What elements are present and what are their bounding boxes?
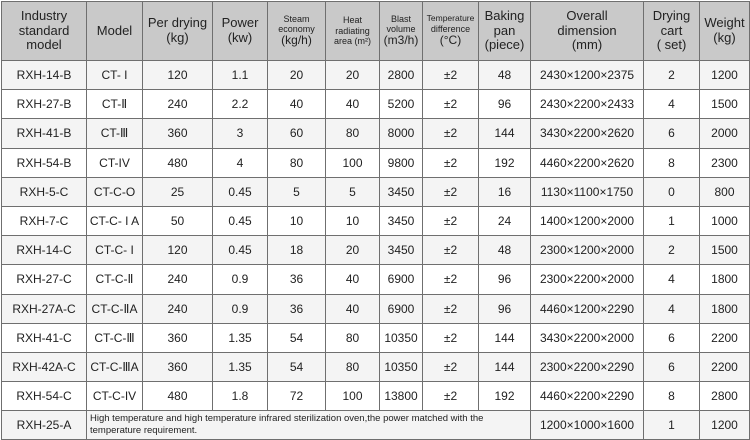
cell-baking-pan: 144 [479, 323, 531, 352]
cell-drying-cart: 6 [644, 352, 700, 381]
header-drying-cart [644, 2, 700, 61]
table-row [2, 177, 750, 206]
cell-weight: 2300 [700, 148, 750, 177]
cell-industry-model: RXH-41-B [2, 119, 87, 148]
header-line: (kg) [166, 30, 189, 45]
cell-model: CT-IV [87, 148, 143, 177]
cell-baking-pan: 192 [479, 382, 531, 411]
cell-dimension: 2430×2200×2433 [531, 90, 644, 119]
header-line: Drying [652, 7, 691, 23]
table-row [2, 148, 750, 177]
cell-weight: 1200 [700, 411, 750, 440]
cell-steam: 10 [268, 206, 326, 235]
cell-drying-cart: 4 [644, 265, 700, 294]
cell-baking-pan: 144 [479, 119, 531, 148]
cell-weight: 1500 [700, 90, 750, 119]
header-per-drying [143, 2, 213, 61]
cell-blast: 6900 [380, 265, 423, 294]
header-line: Blast [390, 13, 411, 24]
cell-blast: 5200 [380, 90, 423, 119]
cell-power: 1.35 [213, 352, 268, 381]
spec-table [1, 1, 750, 440]
cell-industry-model: RXH-27-C [2, 265, 87, 294]
cell-per-drying: 50 [143, 206, 213, 235]
header-line: (kw) [227, 30, 253, 45]
cell-industry-model: RXH-7-C [2, 206, 87, 235]
cell-dimension: 4460×2200×2290 [531, 382, 644, 411]
cell-baking-pan: 144 [479, 352, 531, 381]
header-line: (mm) [571, 37, 603, 53]
cell-model: CT-C-ⅢA [87, 352, 143, 381]
cell-model: CT-C-Ⅲ [87, 323, 143, 352]
header-dimension [531, 2, 644, 61]
cell-weight: 2000 [700, 119, 750, 148]
cell-weight: 800 [700, 177, 750, 206]
cell-blast: 13800 [380, 382, 423, 411]
cell-note: High temperature and high temperature infrared sterilization oven,the power matched with the temperature requirement. [87, 411, 531, 440]
header-line: (kg/h) [281, 33, 312, 48]
cell-industry-model: RXH-41-C [2, 323, 87, 352]
cell-model: CT-C- I [87, 236, 143, 265]
cell-dimension: 4460×2200×2620 [531, 148, 644, 177]
cell-heat-area: 80 [326, 323, 380, 352]
cell-weight: 2200 [700, 352, 750, 381]
cell-baking-pan: 48 [479, 61, 531, 90]
header-line: (°C) [439, 33, 462, 48]
cell-industry-model: RXH-54-C [2, 382, 87, 411]
cell-weight: 2200 [700, 323, 750, 352]
cell-power: 4 [213, 148, 268, 177]
cell-temp-diff: ±2 [423, 294, 479, 323]
cell-per-drying: 480 [143, 148, 213, 177]
cell-blast: 8000 [380, 119, 423, 148]
header-line: cart [660, 22, 683, 38]
cell-blast: 2800 [380, 61, 423, 90]
header-baking-pan [479, 2, 531, 61]
cell-heat-area: 20 [326, 236, 380, 265]
header-industry-model [2, 2, 87, 61]
header-line: Industry [20, 7, 68, 23]
cell-blast: 6900 [380, 294, 423, 323]
cell-drying-cart: 1 [644, 206, 700, 235]
cell-baking-pan: 96 [479, 90, 531, 119]
cell-dimension: 3430×2200×2000 [531, 323, 644, 352]
cell-heat-area: 100 [326, 148, 380, 177]
header-heat-area [326, 2, 380, 61]
cell-per-drying: 240 [143, 294, 213, 323]
cell-power: 0.9 [213, 265, 268, 294]
cell-steam: 20 [268, 61, 326, 90]
header-line: economy [278, 24, 315, 35]
cell-baking-pan: 24 [479, 206, 531, 235]
cell-drying-cart: 6 [644, 119, 700, 148]
cell-blast: 9800 [380, 148, 423, 177]
cell-power: 0.45 [213, 206, 268, 235]
header-line: Baking [484, 7, 525, 23]
cell-heat-area: 80 [326, 352, 380, 381]
header-line: (piece) [484, 37, 525, 53]
header-line: model [26, 37, 62, 53]
cell-heat-area: 40 [326, 90, 380, 119]
header-line: dimension [557, 22, 617, 38]
cell-dimension: 1400×1200×2000 [531, 206, 644, 235]
cell-weight: 1000 [700, 206, 750, 235]
cell-power: 1.1 [213, 61, 268, 90]
cell-temp-diff: ±2 [423, 90, 479, 119]
cell-blast: 3450 [380, 236, 423, 265]
cell-temp-diff: ±2 [423, 236, 479, 265]
cell-per-drying: 240 [143, 265, 213, 294]
cell-baking-pan: 96 [479, 265, 531, 294]
cell-dimension: 2430×1200×2375 [531, 61, 644, 90]
cell-weight: 1800 [700, 265, 750, 294]
cell-dimension: 2300×2200×2290 [531, 352, 644, 381]
cell-drying-cart: 2 [644, 61, 700, 90]
cell-temp-diff: ±2 [423, 206, 479, 235]
cell-model: CT-C-Ⅱ [87, 265, 143, 294]
table-row [2, 119, 750, 148]
cell-per-drying: 120 [143, 236, 213, 265]
cell-baking-pan: 16 [479, 177, 531, 206]
cell-dimension: 2300×1200×2000 [531, 236, 644, 265]
cell-drying-cart: 2 [644, 236, 700, 265]
cell-per-drying: 360 [143, 119, 213, 148]
table-row [2, 61, 750, 90]
table-row [2, 265, 750, 294]
cell-drying-cart: 8 [644, 148, 700, 177]
cell-weight: 1200 [700, 61, 750, 90]
table-row [2, 323, 750, 352]
header-weight [700, 2, 750, 61]
cell-steam: 54 [268, 323, 326, 352]
cell-blast: 3450 [380, 206, 423, 235]
cell-heat-area: 10 [326, 206, 380, 235]
cell-model: CT-Ⅲ [87, 119, 143, 148]
header-row [2, 2, 750, 61]
cell-power: 1.35 [213, 323, 268, 352]
cell-dimension: 4460×1200×2290 [531, 294, 644, 323]
header-line: Per drying [147, 15, 208, 31]
cell-model: CT-C- I A [87, 206, 143, 235]
cell-blast: 3450 [380, 177, 423, 206]
table-row-note [2, 411, 750, 440]
cell-model: CT-Ⅱ [87, 90, 143, 119]
header-line: (m3/h) [383, 33, 419, 48]
cell-temp-diff: ±2 [423, 119, 479, 148]
cell-per-drying: 360 [143, 323, 213, 352]
cell-temp-diff: ±2 [423, 148, 479, 177]
cell-temp-diff: ±2 [423, 61, 479, 90]
cell-power: 2.2 [213, 90, 268, 119]
cell-industry-model: RXH-14-C [2, 236, 87, 265]
cell-dimension: 2300×2200×2000 [531, 265, 644, 294]
header-line: Overall [566, 7, 608, 23]
cell-baking-pan: 48 [479, 236, 531, 265]
cell-drying-cart: 4 [644, 90, 700, 119]
cell-power: 0.45 [213, 236, 268, 265]
cell-heat-area: 5 [326, 177, 380, 206]
header-line: Weight [704, 15, 745, 31]
cell-steam: 36 [268, 265, 326, 294]
header-line: Model [96, 22, 133, 38]
cell-temp-diff: ±2 [423, 382, 479, 411]
header-line: area (m²) [333, 36, 371, 47]
header-line: radiating [335, 25, 370, 36]
cell-power: 0.45 [213, 177, 268, 206]
cell-heat-area: 20 [326, 61, 380, 90]
header-line: standard [18, 22, 70, 38]
cell-steam: 40 [268, 90, 326, 119]
cell-blast: 10350 [380, 323, 423, 352]
header-line: (kg) [713, 30, 736, 45]
cell-dimension: 1200×1000×1600 [531, 411, 644, 440]
table-row [2, 382, 750, 411]
cell-model: CT- I [87, 61, 143, 90]
cell-weight: 1800 [700, 294, 750, 323]
cell-dimension: 1130×1100×1750 [531, 177, 644, 206]
cell-drying-cart: 6 [644, 323, 700, 352]
header-line: Power [221, 15, 259, 31]
cell-per-drying: 360 [143, 352, 213, 381]
cell-temp-diff: ±2 [423, 323, 479, 352]
header-line: Heat [342, 15, 362, 26]
cell-temp-diff: ±2 [423, 352, 479, 381]
cell-per-drying: 240 [143, 90, 213, 119]
header-line: volume [386, 24, 416, 35]
header-line: pan [493, 22, 516, 38]
cell-drying-cart: 1 [644, 411, 700, 440]
cell-industry-model: RXH-14-B [2, 61, 87, 90]
cell-baking-pan: 192 [479, 148, 531, 177]
cell-heat-area: 80 [326, 119, 380, 148]
header-line: ( set) [656, 37, 687, 53]
cell-drying-cart: 4 [644, 294, 700, 323]
cell-steam: 18 [268, 236, 326, 265]
cell-steam: 54 [268, 352, 326, 381]
cell-steam: 36 [268, 294, 326, 323]
cell-industry-model: RXH-27-B [2, 90, 87, 119]
cell-weight: 2800 [700, 382, 750, 411]
header-blast [380, 2, 423, 61]
cell-drying-cart: 8 [644, 382, 700, 411]
cell-baking-pan: 96 [479, 294, 531, 323]
cell-steam: 5 [268, 177, 326, 206]
cell-heat-area: 100 [326, 382, 380, 411]
cell-dimension: 3430×2200×2620 [531, 119, 644, 148]
table-row [2, 236, 750, 265]
cell-industry-model: RXH-5-C [2, 177, 87, 206]
cell-industry-model: RXH-27A-C [2, 294, 87, 323]
cell-blast: 10350 [380, 352, 423, 381]
cell-industry-model: RXH-42A-C [2, 352, 87, 381]
cell-per-drying: 480 [143, 382, 213, 411]
cell-industry-model: RXH-25-A [2, 411, 87, 440]
cell-drying-cart: 0 [644, 177, 700, 206]
cell-heat-area: 40 [326, 265, 380, 294]
table-row [2, 294, 750, 323]
cell-industry-model: RXH-54-B [2, 148, 87, 177]
header-steam [268, 2, 326, 61]
cell-weight: 1500 [700, 236, 750, 265]
header-line: Steam [283, 13, 310, 24]
cell-temp-diff: ±2 [423, 177, 479, 206]
cell-temp-diff: ±2 [423, 265, 479, 294]
cell-per-drying: 25 [143, 177, 213, 206]
cell-steam: 60 [268, 119, 326, 148]
cell-model: CT-C-O [87, 177, 143, 206]
table-row [2, 206, 750, 235]
cell-model: CT-C-IV [87, 382, 143, 411]
header-line: Temperature [426, 13, 475, 24]
header-model [87, 2, 143, 61]
header-power [213, 2, 268, 61]
cell-power: 3 [213, 119, 268, 148]
cell-per-drying: 120 [143, 61, 213, 90]
cell-model: CT-C-ⅡA [87, 294, 143, 323]
table-row [2, 90, 750, 119]
cell-power: 0.9 [213, 294, 268, 323]
cell-power: 1.8 [213, 382, 268, 411]
table-row [2, 352, 750, 381]
header-temp-diff [423, 2, 479, 61]
cell-steam: 72 [268, 382, 326, 411]
cell-heat-area: 40 [326, 294, 380, 323]
cell-steam: 80 [268, 148, 326, 177]
header-line: difference [430, 23, 471, 34]
